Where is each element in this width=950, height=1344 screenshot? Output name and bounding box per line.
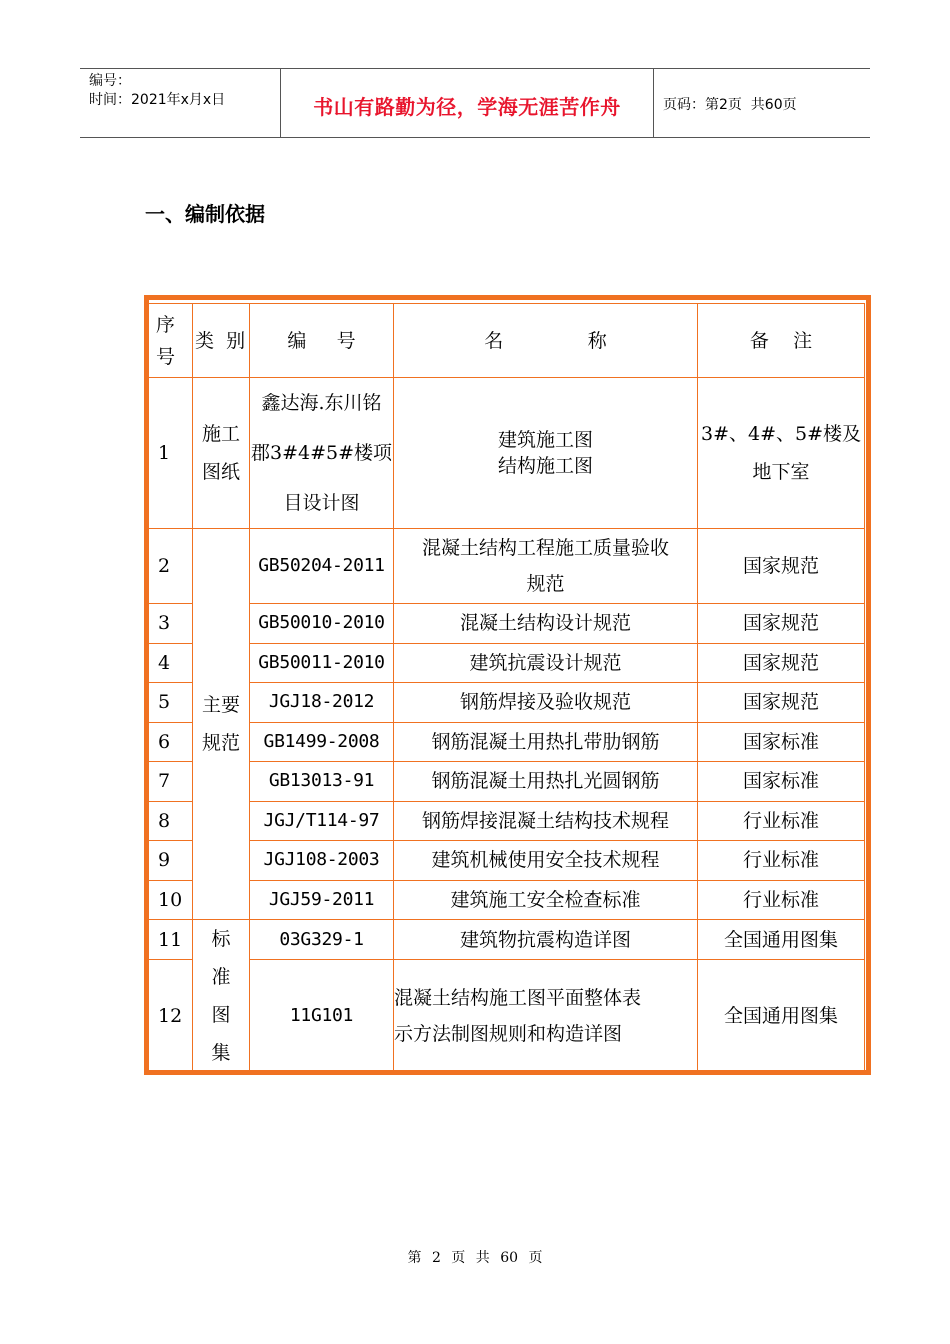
row-seq: 6 bbox=[146, 722, 193, 762]
table-header-row bbox=[146, 304, 865, 378]
row-name bbox=[394, 529, 698, 604]
row-seq: 8 bbox=[146, 801, 193, 841]
table-row bbox=[146, 378, 865, 529]
row-seq: 10 bbox=[146, 880, 193, 920]
header-name: 名 称 bbox=[394, 304, 698, 378]
header-remark: 备 注 bbox=[698, 304, 865, 378]
remark-line: 3#、4#、5#楼及 bbox=[700, 423, 862, 445]
row-name: 钢筋混凝土用热扎光圆钢筋 bbox=[394, 762, 698, 802]
row-remark: 全国通用图集 bbox=[698, 960, 865, 1073]
category-line: 标 bbox=[211, 928, 231, 950]
row-seq: 7 bbox=[146, 762, 193, 802]
row-code: GB50011-2010 bbox=[250, 643, 394, 683]
table-row bbox=[146, 722, 865, 762]
category-line: 准 bbox=[211, 966, 231, 988]
row-name: 建筑抗震设计规范 bbox=[394, 643, 698, 683]
basis-table bbox=[145, 303, 865, 1073]
section-title: 一、编制依据 bbox=[145, 202, 265, 226]
row-remark: 行业标准 bbox=[698, 841, 865, 881]
name-line: 结构施工图 bbox=[497, 455, 593, 477]
row-remark: 国家规范 bbox=[698, 604, 865, 644]
row-code: JGJ59-2011 bbox=[250, 880, 394, 920]
row-code: JGJ/T114-97 bbox=[250, 801, 394, 841]
row-code: JGJ18-2012 bbox=[250, 683, 394, 723]
name-line: 示方法制图规则和构造详图 bbox=[394, 1023, 623, 1046]
table-row bbox=[146, 841, 865, 881]
row-code: GB50204-2011 bbox=[250, 529, 394, 604]
page-header bbox=[80, 68, 870, 138]
document-time: 时间：2021年x月x日 bbox=[89, 92, 226, 108]
category-line: 施工 bbox=[201, 423, 240, 445]
row-code: GB50010-2010 bbox=[250, 604, 394, 644]
category-line: 图纸 bbox=[201, 461, 240, 483]
row-name bbox=[394, 378, 698, 529]
row-remark: 国家规范 bbox=[698, 643, 865, 683]
row-remark: 国家规范 bbox=[698, 529, 865, 604]
name-line: 混凝土结构工程施工质量验收 bbox=[421, 537, 669, 559]
row-remark: 国家标准 bbox=[698, 762, 865, 802]
table-row bbox=[146, 801, 865, 841]
row-name: 建筑施工安全检查标准 bbox=[394, 880, 698, 920]
document-number-label: 编号： bbox=[89, 73, 131, 89]
name-line: 混凝土结构施工图平面整体表 bbox=[394, 987, 642, 1010]
row-name: 建筑机械使用安全技术规程 bbox=[394, 841, 698, 881]
table-row bbox=[146, 880, 865, 920]
row-category-atlas bbox=[193, 920, 250, 1073]
header-code: 编 号 bbox=[250, 304, 394, 378]
page-footer: 第 2 页 共 60 页 bbox=[407, 1250, 543, 1266]
code-line: 郡3#4#5#楼项 bbox=[250, 442, 393, 464]
row-code: 11G101 bbox=[250, 960, 394, 1073]
row-seq: 1 bbox=[146, 378, 193, 529]
row-name: 建筑物抗震构造详图 bbox=[394, 920, 698, 960]
name-line: 建筑施工图 bbox=[497, 429, 593, 451]
row-code: 03G329-1 bbox=[250, 920, 394, 960]
name-line: 规范 bbox=[526, 573, 565, 595]
row-name: 钢筋混凝土用热扎带肋钢筋 bbox=[394, 722, 698, 762]
category-line: 主要 bbox=[201, 694, 240, 716]
row-name: 混凝土结构设计规范 bbox=[394, 604, 698, 644]
row-seq: 4 bbox=[146, 643, 193, 683]
header-motto: 书山有路勤为径，学海无涯苦作舟 bbox=[281, 69, 654, 137]
table-row bbox=[146, 683, 865, 723]
header-meta bbox=[80, 69, 281, 137]
row-seq: 5 bbox=[146, 683, 193, 723]
row-code bbox=[250, 378, 394, 529]
row-seq: 3 bbox=[146, 604, 193, 644]
row-remark: 国家规范 bbox=[698, 683, 865, 723]
row-name: 钢筋焊接及验收规范 bbox=[394, 683, 698, 723]
remark-line: 地下室 bbox=[752, 461, 810, 483]
row-code: JGJ108-2003 bbox=[250, 841, 394, 881]
row-code: GB13013-91 bbox=[250, 762, 394, 802]
header-seq-line2: 号 bbox=[156, 345, 176, 368]
table-row bbox=[146, 604, 865, 644]
header-seq bbox=[146, 304, 193, 378]
header-category: 类 别 bbox=[193, 304, 250, 378]
row-code: GB1499-2008 bbox=[250, 722, 394, 762]
row-remark: 行业标准 bbox=[698, 801, 865, 841]
header-seq-line1: 序 bbox=[156, 313, 176, 336]
category-line: 集 bbox=[211, 1042, 231, 1064]
row-category-specs bbox=[193, 529, 250, 920]
code-line: 鑫达海.东川铭 bbox=[261, 392, 382, 414]
row-seq: 12 bbox=[146, 960, 193, 1073]
table-row bbox=[146, 643, 865, 683]
category-line: 图 bbox=[211, 1004, 231, 1026]
page-info-text: 页码：第2页 共60页 bbox=[663, 97, 797, 113]
row-category bbox=[193, 378, 250, 529]
row-remark bbox=[698, 378, 865, 529]
row-remark: 行业标准 bbox=[698, 880, 865, 920]
row-name bbox=[394, 960, 698, 1073]
row-remark: 国家标准 bbox=[698, 722, 865, 762]
table-row bbox=[146, 960, 865, 1073]
category-line: 规范 bbox=[201, 732, 240, 754]
code-line: 目设计图 bbox=[283, 492, 360, 514]
table-row bbox=[146, 762, 865, 802]
row-seq: 9 bbox=[146, 841, 193, 881]
table-row bbox=[146, 529, 865, 604]
row-seq: 11 bbox=[146, 920, 193, 960]
row-name: 钢筋焊接混凝土结构技术规程 bbox=[394, 801, 698, 841]
header-page-info bbox=[654, 69, 870, 137]
table-row bbox=[146, 920, 865, 960]
row-remark: 全国通用图集 bbox=[698, 920, 865, 960]
row-seq: 2 bbox=[146, 529, 193, 604]
